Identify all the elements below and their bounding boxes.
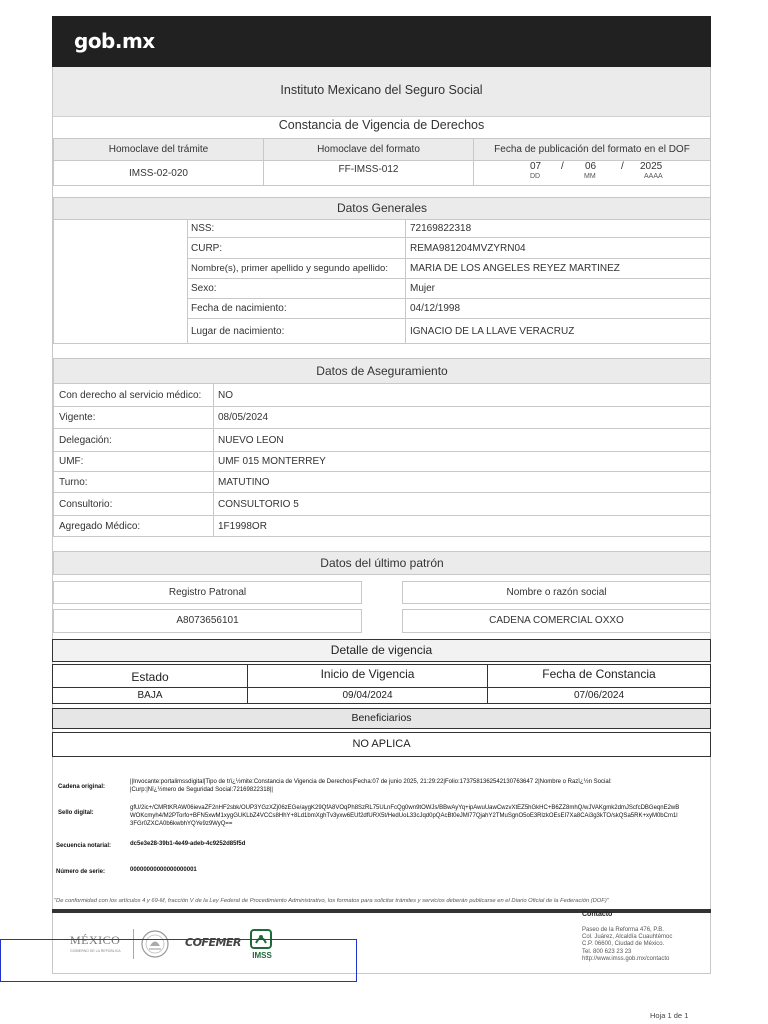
as-label: Vigente: — [54, 407, 214, 429]
cadena-original-line-2: |Curp:|Nï¿½mero de Seguridad Social:72169822318|| — [130, 787, 273, 793]
cadena-original-label: Cadena original: — [58, 784, 106, 790]
datos-generales-title: Datos Generales — [53, 197, 711, 220]
contact-title: Contacto — [582, 911, 613, 918]
numero-serie-value: 00000000000000000001 — [130, 867, 197, 873]
dg-label: Lugar de nacimiento: — [188, 319, 406, 344]
mexico-logo-text: MÉXICO — [70, 933, 121, 947]
contact-line: C.P. 06600, Ciudad de México. — [582, 941, 665, 947]
date-dd-label: DD — [530, 173, 541, 180]
dg-label: Nombre(s), primer apellido y segundo apellido: — [188, 259, 406, 279]
registro-patronal-value: A8073656101 — [53, 609, 362, 633]
contact-line: Tel. 800 623 23 23 — [582, 949, 632, 955]
estado-value: BAJA — [52, 687, 248, 704]
dg-label: Sexo: — [188, 279, 406, 299]
dg-value: Mujer — [406, 279, 711, 299]
mexico-logo-sub: GOBIERNO DE LA REPÚBLICA — [70, 949, 121, 953]
tramite-value: IMSS-02-020 — [54, 161, 264, 186]
sello-digital-line-3: 3FGr0ZXCA0b6kwbhYQYe9z9WyQ== — [130, 821, 233, 827]
date-dd: 07 — [530, 161, 542, 172]
date-sep-1: / — [561, 161, 564, 172]
as-label: Agregado Médico: — [54, 516, 214, 537]
photo-cell — [54, 220, 188, 344]
contact-line: Paseo de la Reforma 476, P.B. — [582, 927, 664, 933]
as-value: NO — [214, 384, 711, 407]
date-mm: 06 — [585, 161, 597, 172]
as-label: Turno: — [54, 472, 214, 493]
as-value: 08/05/2024 — [214, 407, 711, 429]
date-aaaa: 2025 — [640, 161, 663, 172]
numero-serie-label: Número de serie: — [56, 869, 106, 875]
inicio-vigencia-header: Inicio de Vigencia — [247, 664, 488, 688]
as-value: 1F1998OR — [214, 516, 711, 537]
as-value: NUEVO LEON — [214, 429, 711, 452]
dg-label: CURP: — [188, 238, 406, 259]
selection-highlight — [0, 939, 357, 982]
as-label: UMF: — [54, 452, 214, 472]
dg-value: 72169822318 — [406, 220, 711, 238]
dg-label: NSS: — [188, 220, 406, 238]
institute-title: Instituto Mexicano del Seguro Social — [280, 83, 483, 97]
contact-line[interactable]: http://www.imss.gob.mx/contacto — [582, 956, 670, 962]
sello-digital-label: Sello digital: — [58, 810, 94, 816]
contact-line: Col. Juárez, Alcaldía Cuauhtémoc — [582, 934, 673, 940]
date-mm-label: MM — [584, 173, 596, 180]
dg-value: 04/12/1998 — [406, 299, 711, 319]
formato-value: FF-IMSS-012 — [264, 161, 474, 186]
dg-value: REMA981204MVZYRN04 — [406, 238, 711, 259]
header-homoclave-formato: Homoclave del formato — [264, 139, 474, 161]
beneficiarios-value: NO APLICA — [52, 732, 711, 757]
sello-digital-line-1: gfU/2ic+/CMRtKRAW06ievaZF2nHF2sbk/OUP3YGzXZj06zEGe/aygK29QfA8VOqPh8SzRL75ULnFcQg0wn9tOWJs/BBwAyYq+ipAwuUawCwzvXtEZ5hGkHC+B6ZZ8mhQ/wJVAKgmk2dmJScfcDBGeqnE2wB — [130, 805, 680, 811]
as-value: MATUTINO — [214, 472, 711, 493]
cadena-original-line-1: ||Invocante:portalimssdigital|Tipo de trï¿½mite:Constancia de Vigencia de Derechos|Fecha:07 de junio 2025, 21:29:22|Folio:1737581362542130763647 2|Nombre o Razï¿½n Social: — [130, 779, 612, 785]
format-table — [53, 138, 711, 186]
as-value: CONSULTORIO 5 — [214, 493, 711, 516]
razon-social-label: Nombre o razón social — [402, 581, 711, 604]
secuencia-notarial-value: dc5e3e28-39b1-4e49-adeb-4c9252d85f5d — [130, 841, 246, 847]
dg-label: Fecha de nacimiento: — [188, 299, 406, 319]
sello-digital-line-2: WOKcmyh4/M2PTorfo+BFN5xwM1xygGUKLbZ4VCCs8HhY+8Ld1bmXghTv3yxw6EUf2dfURX5t/HedUoL33cJqd0pQAcBt0eJMl77QjahY2TMuSgnO5oE3RlzkOEsEI7Xa8CAi3g3kTO/skQSa5RK+xyM0bCm1l — [130, 813, 678, 819]
as-label: Delegación: — [54, 429, 214, 452]
vigencia-title: Detalle de vigencia — [52, 639, 711, 662]
gobmx-logo[interactable]: gob.mx — [74, 29, 155, 53]
razon-social-value: CADENA COMERCIAL OXXO — [402, 609, 711, 633]
aseguramiento-table — [53, 383, 711, 537]
document-title: Constancia de Vigencia de Derechos — [278, 118, 485, 132]
header-bar — [52, 16, 711, 67]
dg-value: MARIA DE LOS ANGELES REYEZ MARTINEZ — [406, 259, 711, 279]
institute-band — [53, 67, 710, 117]
date-aaaa-label: AAAA — [644, 173, 663, 180]
patron-title: Datos del último patrón — [53, 551, 711, 575]
as-value: UMF 015 MONTERREY — [214, 452, 711, 472]
as-label: Con derecho al servicio médico: — [54, 384, 214, 407]
beneficiarios-title: Beneficiarios — [52, 708, 711, 729]
fecha-constancia-header: Fecha de Constancia — [487, 664, 711, 688]
header-fecha-dof: Fecha de publicación del formato en el DOF — [474, 139, 711, 161]
as-label: Consultorio: — [54, 493, 214, 516]
page-number: Hoja 1 de 1 — [650, 1011, 689, 1020]
cofemer-logo: COFEMER — [185, 936, 241, 949]
dg-value: IGNACIO DE LA LLAVE VERACRUZ — [406, 319, 711, 344]
dof-date — [474, 161, 711, 186]
inicio-vigencia-value: 09/04/2024 — [247, 687, 488, 704]
fecha-constancia-value: 07/06/2024 — [487, 687, 711, 704]
datos-generales-table — [53, 219, 711, 344]
imss-logo-text: IMSS — [252, 951, 272, 960]
date-sep-2: / — [621, 161, 624, 172]
aseguramiento-title: Datos de Aseguramiento — [53, 358, 711, 384]
legal-note: "De conformidad con los artículos 4 y 69-M, fracción V de la Ley Federal de Procedimiento Administrativo, los formatos para solicitar trámites y servicios deberán publicarse en el Diario Oficial de la Federación (DOF)" — [54, 898, 609, 904]
header-homoclave-tramite: Homoclave del trámite — [54, 139, 264, 161]
secuencia-notarial-label: Secuencia notarial: — [56, 843, 112, 849]
estado-header: Estado — [52, 664, 248, 688]
registro-patronal-label: Registro Patronal — [53, 581, 362, 604]
